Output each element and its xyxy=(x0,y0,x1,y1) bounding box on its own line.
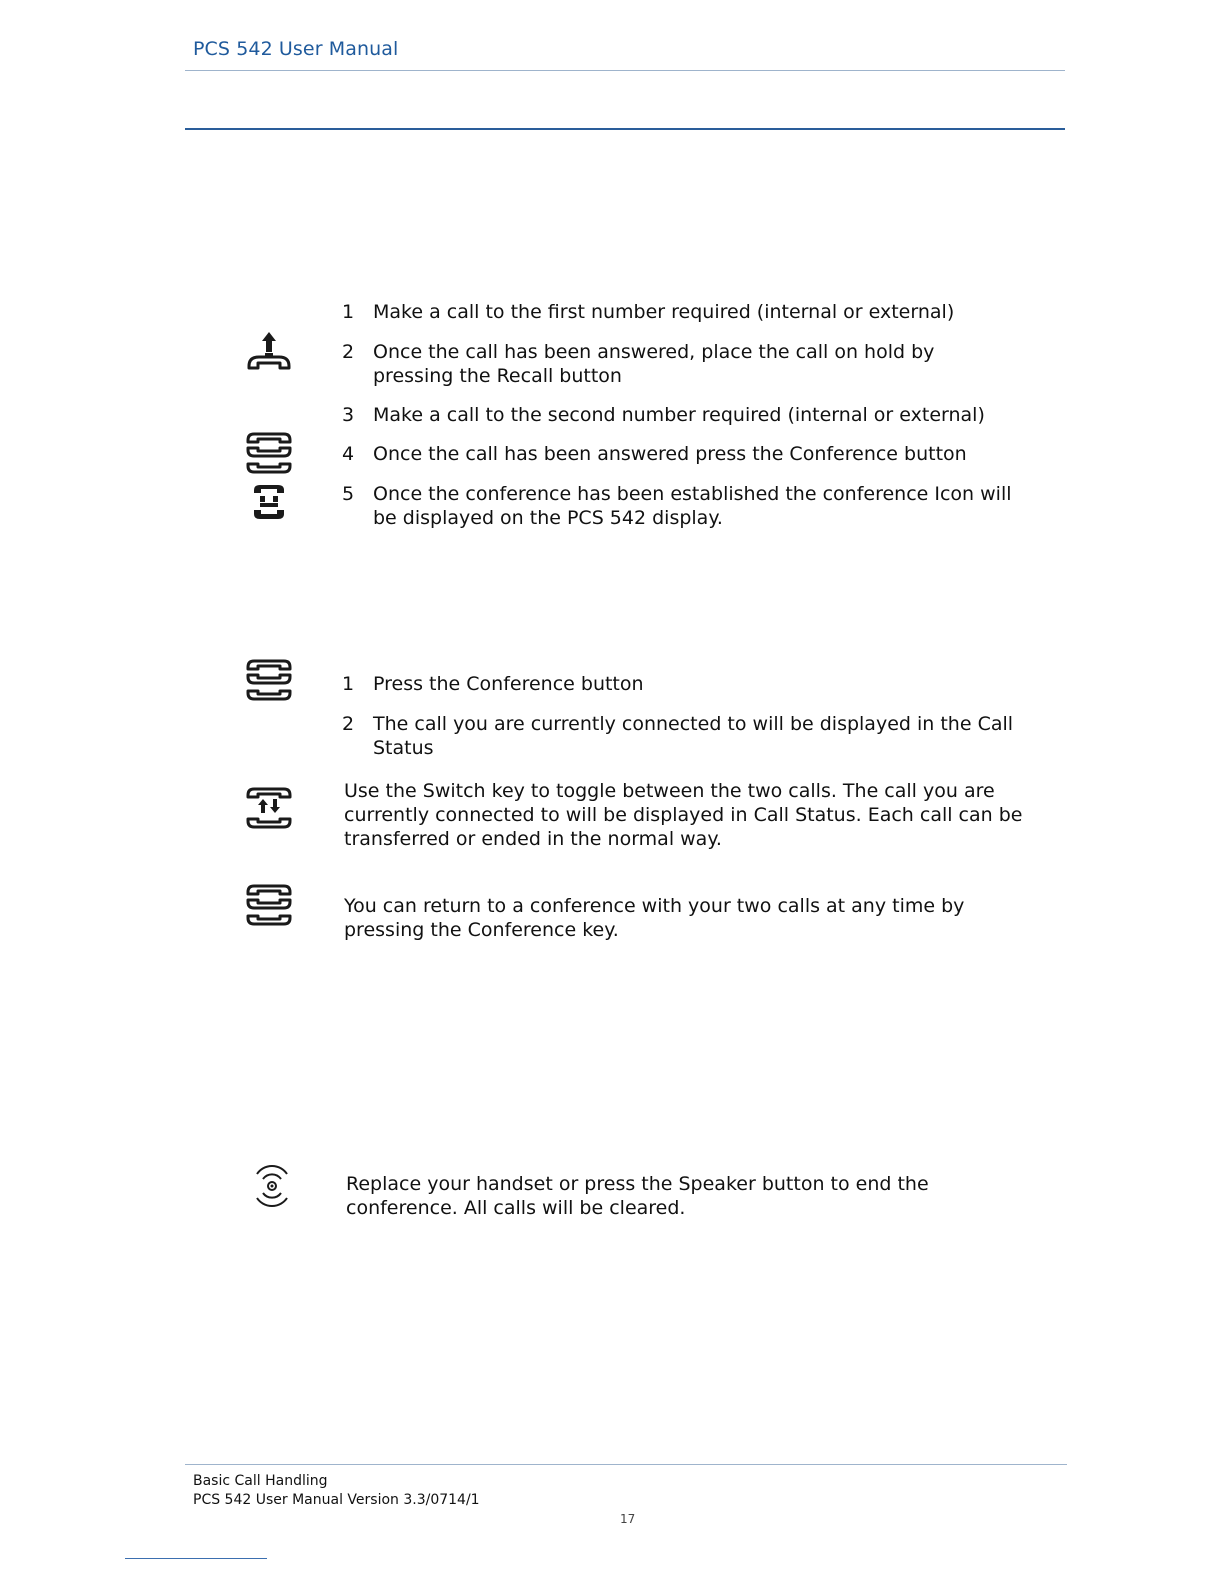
footer-version: PCS 542 User Manual Version 3.3/0714/1 xyxy=(193,1492,480,1508)
step-text: Once the call has been answered, place the call on hold by pressing the Recall button xyxy=(373,341,935,387)
footer-section: Basic Call Handling xyxy=(193,1473,328,1489)
footer-link-underline xyxy=(125,1558,267,1559)
step-text: Make a call to the first number required (internal or external) xyxy=(373,301,955,323)
step-number: 1 xyxy=(342,301,355,323)
step-text: Once the call has been answered press the Conference button xyxy=(373,443,967,465)
step-number: 1 xyxy=(342,673,355,695)
conference-icon xyxy=(245,882,293,928)
footer-divider xyxy=(185,1464,1067,1465)
section-divider xyxy=(185,128,1065,130)
header-title: PCS 542 User Manual xyxy=(193,38,399,60)
conference-icon xyxy=(245,657,293,703)
switch-icon xyxy=(245,785,293,831)
conference-display-icon xyxy=(250,482,288,522)
step-text: Once the conference has been established the conference Icon will be displayed on the PCS 542 display. xyxy=(373,483,1012,529)
step-number: 2 xyxy=(342,341,355,363)
page-number: 17 xyxy=(620,1512,636,1526)
switch-paragraph: Use the Switch key to toggle between the two calls. The call you are currently connected to will be displayed in Call Status. Each call can be transferred or ended in the normal way. xyxy=(344,780,1023,850)
step-text: Press the Conference button xyxy=(373,673,644,695)
recall-icon xyxy=(245,330,293,376)
header-divider xyxy=(185,70,1065,71)
step-number: 5 xyxy=(342,483,355,505)
step-number: 2 xyxy=(342,713,355,735)
conference-icon xyxy=(245,430,293,476)
step-number: 4 xyxy=(342,443,355,465)
step-text: The call you are currently connected to will be displayed in the Call Status xyxy=(373,713,1014,759)
speaker-icon xyxy=(252,1164,292,1208)
step-text: Make a call to the second number required (internal or external) xyxy=(373,404,985,426)
end-conference-paragraph: Replace your handset or press the Speaker button to end the conference. All calls will be cleared. xyxy=(346,1173,929,1219)
return-paragraph: You can return to a conference with your two calls at any time by pressing the Conference key. xyxy=(344,895,965,941)
step-number: 3 xyxy=(342,404,355,426)
